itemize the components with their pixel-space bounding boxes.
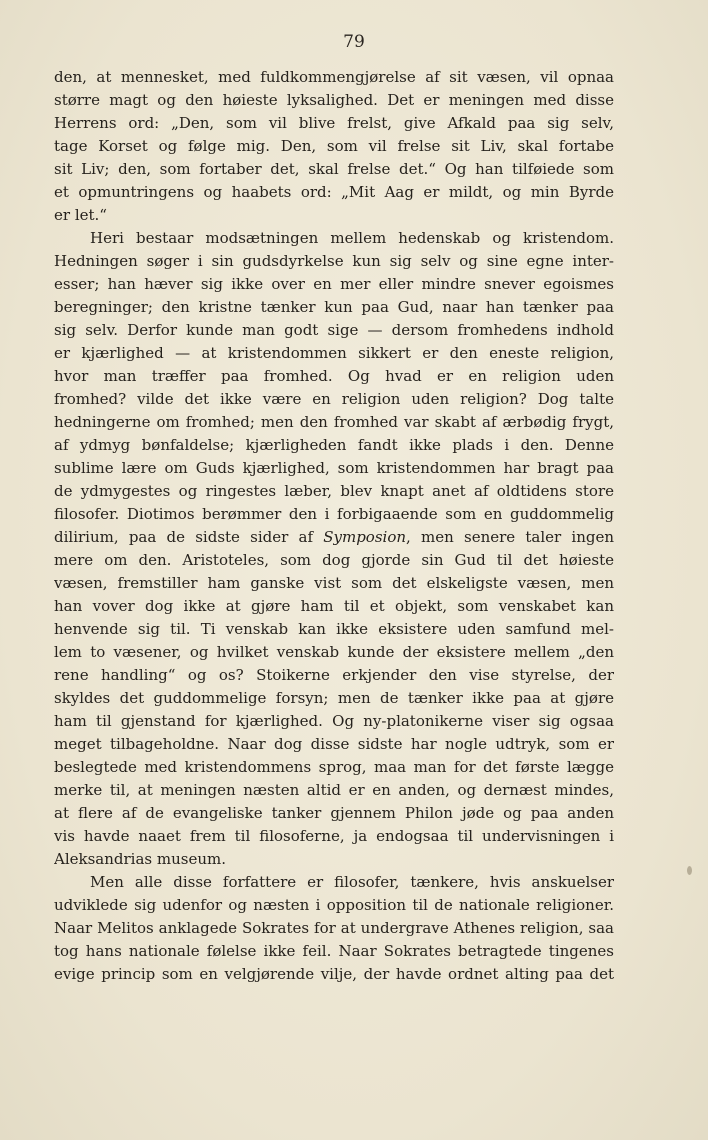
text-line: Men alle disse forfattere er filosofer, tænkere, hvis anskuelser	[90, 873, 614, 891]
text-line: sig selv. Derfor kunde man godt sige — dersom fromhedens indhold	[54, 321, 614, 339]
text-line: evige princip som en velgjørende vilje, der havde ordnet alting paa det	[54, 965, 614, 983]
text-line: at flere af de evangeliske tanker gjennem Philon jøde og paa anden	[54, 804, 614, 822]
text-line: hvor man træffer paa fromhed. Og hvad er en religion uden	[54, 367, 614, 385]
text-line: tog hans nationale følelse ikke feil. Naar Sokrates betragtede tingenes	[54, 942, 614, 960]
text-line: merke til, at meningen næsten altid er en anden, og dernæst mindes,	[54, 781, 614, 799]
text-line: et opmuntringens og haabets ord: „Mit Aag er mildt, og min Byrde	[54, 183, 614, 201]
text-line: rene handling“ og os? Stoikerne erkjender den vise styrelse, der	[54, 666, 614, 684]
page-number: 79	[343, 32, 365, 52]
text-line: hedningerne om fromhed; men den fromhed var skabt af ærbødig frygt,	[54, 413, 614, 431]
text-line: de ydmygestes og ringestes læber, blev knapt anet af oldtidens store	[54, 482, 614, 500]
paper-speck	[687, 866, 692, 875]
text-line: meget tilbageholdne. Naar dog disse sidste har nogle udtryk, som er	[54, 735, 614, 753]
text-line: filosofer. Diotimos berømmer den i forbigaaende som en guddommelig	[54, 505, 614, 523]
text-line: er kjærlighed — at kristendommen sikkert er den eneste religion,	[54, 344, 614, 362]
text-line: ham til gjenstand for kjærlighed. Og ny-platonikerne viser sig ogsaa	[54, 712, 614, 730]
text-line: Naar Melitos anklagede Sokrates for at undergrave Athenes religion, saa	[54, 919, 614, 937]
text-line: skyldes det guddommelige forsyn; men de tænker ikke paa at gjøre	[54, 689, 614, 707]
text-line: Aleksandrias museum.	[54, 850, 226, 868]
text-line: han vover dog ikke at gjøre ham til et objekt, som venskabet kan	[54, 597, 614, 615]
text-line: beslegtede med kristendommens sprog, maa man for det første lægge	[54, 758, 614, 776]
text-line: fromhed? vilde det ikke være en religion uden religion? Dog talte	[54, 390, 614, 408]
text-line: tage Korset og følge mig. Den, som vil frelse sit Liv, skal fortabe	[54, 137, 614, 155]
text-line: den, at mennesket, med fuldkommengjørelse af sit væsen, vil opnaa	[54, 68, 614, 86]
book-title-symposion: Symposion	[323, 528, 407, 546]
text-line: Herrens ord: „Den, som vil blive frelst, give Afkald paa sig selv,	[54, 114, 614, 132]
text-line: sit Liv; den, som fortaber det, skal frelse det.“ Og han tilføiede som	[54, 160, 614, 178]
text-line: større magt og den høieste lyksalighed. Det er meningen med disse	[54, 91, 614, 109]
text-line: af ydmyg bønfaldelse; kjærligheden fandt ikke plads i den. Denne	[54, 436, 614, 454]
text-line: esser; han hæver sig ikke over en mer eller mindre snever egoismes	[54, 275, 614, 293]
text-line: dilirium, paa de sidste sider af Symposion, men senere taler ingen	[54, 528, 614, 546]
text-line: sublime lære om Guds kjærlighed, som kristendommen har bragt paa	[54, 459, 614, 477]
text-line: udviklede sig udenfor og næsten i opposition til de nationale religioner.	[54, 896, 614, 914]
text-line: vis havde naaet frem til filosoferne, ja endogsaa til undervisningen i	[54, 827, 614, 845]
text-line: væsen, fremstiller ham ganske vist som det elskeligste væsen, men	[54, 574, 614, 592]
text-line: henvende sig til. Ti venskab kan ikke eksistere uden samfund mel-	[54, 620, 614, 638]
text-line: mere om den. Aristoteles, som dog gjorde sin Gud til det høieste	[54, 551, 614, 569]
text-line: beregninger; den kristne tænker kun paa Gud, naar han tænker paa	[54, 298, 614, 316]
text-line: Hedningen søger i sin gudsdyrkelse kun sig selv og sine egne inter-	[54, 252, 614, 270]
text-line: Heri bestaar modsætningen mellem hedenskab og kristendom.	[90, 229, 614, 247]
text-line: er let.“	[54, 206, 107, 224]
text-line: lem to væsener, og hvilket venskab kunde der eksistere mellem „den	[54, 643, 614, 661]
body-text	[54, 66, 614, 986]
